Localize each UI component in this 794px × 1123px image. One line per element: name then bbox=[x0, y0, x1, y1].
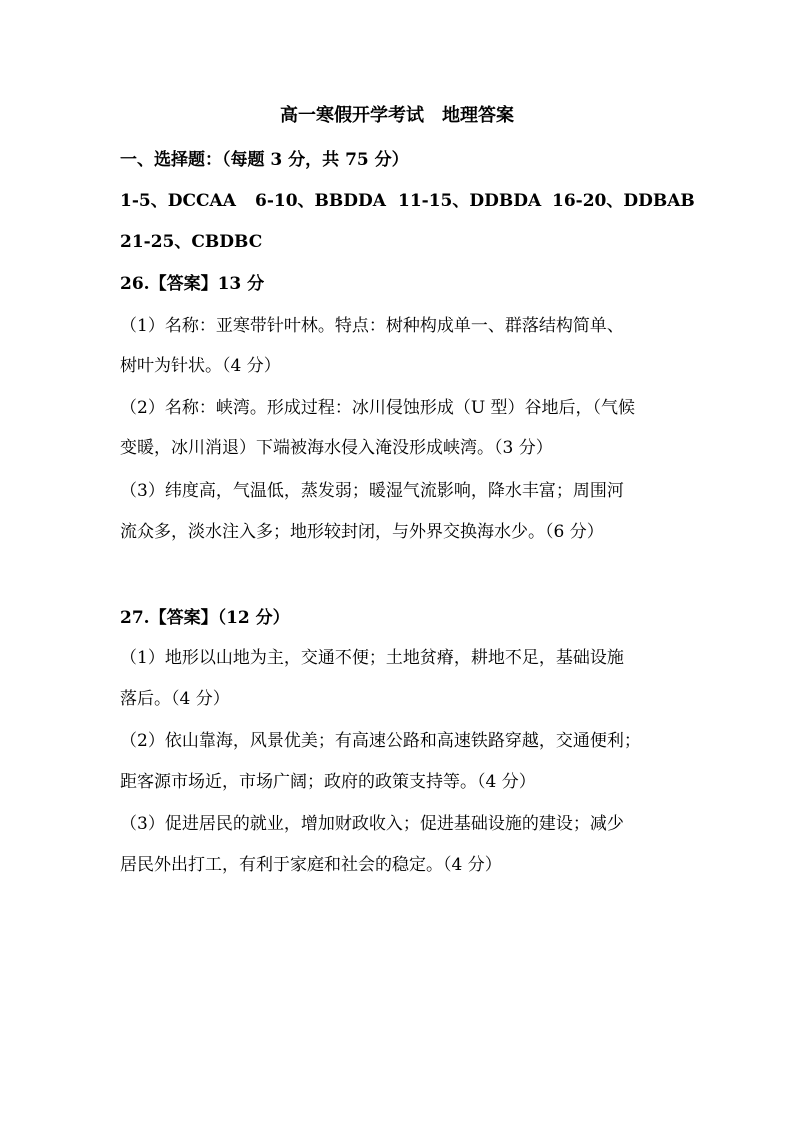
q27-heading: 27.【答案】（12 分） bbox=[120, 608, 290, 628]
mcq-answers-row-2 bbox=[120, 230, 262, 254]
q27-line-6: 居民外出打工，有利于家庭和社会的稳定。（4 分） bbox=[120, 855, 502, 875]
q26-line-5: （3）纬度高，气温低，蒸发弱；暖湿气流影响，降水丰富；周围河 bbox=[120, 481, 624, 501]
q26-line-1: （1）名称：亚寒带针叶林。特点：树种构成单一、群落结构简单、 bbox=[120, 316, 624, 336]
q26-line-4: 变暖，冰川消退）下端被海水侵入淹没形成峡湾。（3 分） bbox=[120, 438, 553, 458]
page-title: 高一寒假开学考试 地理答案 bbox=[280, 105, 514, 126]
q26-line-2: 树叶为针状。（4 分） bbox=[120, 356, 281, 376]
section-heading-multiple-choice: 一、选择题：（每题 3 分，共 75 分） bbox=[120, 150, 409, 170]
q27-line-3: （2）依山靠海，风景优美；有高速公路和高速铁路穿越，交通便利； bbox=[120, 731, 641, 751]
q27-line-1: （1）地形以山地为主，交通不便；土地贫瘠，耕地不足，基础设施 bbox=[120, 648, 624, 668]
q27-line-2: 落后。（4 分） bbox=[120, 689, 230, 709]
mcq-answers-row-1 bbox=[120, 189, 695, 213]
mcq-group-1-5: 1-5、DCCAA bbox=[120, 191, 236, 211]
mcq-group-21-25: 21-25、CBDBC bbox=[120, 232, 263, 252]
mcq-group-16-20: 16-20、DDBAB bbox=[552, 191, 695, 211]
q27-line-4: 距客源市场近，市场广阔；政府的政策支持等。（4 分） bbox=[120, 772, 536, 792]
mcq-group-11-15: 11-15、DDBDA bbox=[398, 191, 542, 211]
q26-line-3: （2）名称：峡湾。形成过程：冰川侵蚀形成（U 型）谷地后，（气候 bbox=[120, 398, 636, 418]
mcq-group-6-10: 6-10、BBDDA bbox=[255, 191, 386, 211]
q26-line-6: 流众多，淡水注入多；地形较封闭，与外界交换海水少。（6 分） bbox=[120, 522, 604, 542]
q26-heading: 26.【答案】13 分 bbox=[120, 274, 265, 294]
q27-line-5: （3）促进居民的就业，增加财政收入；促进基础设施的建设；减少 bbox=[120, 814, 624, 834]
